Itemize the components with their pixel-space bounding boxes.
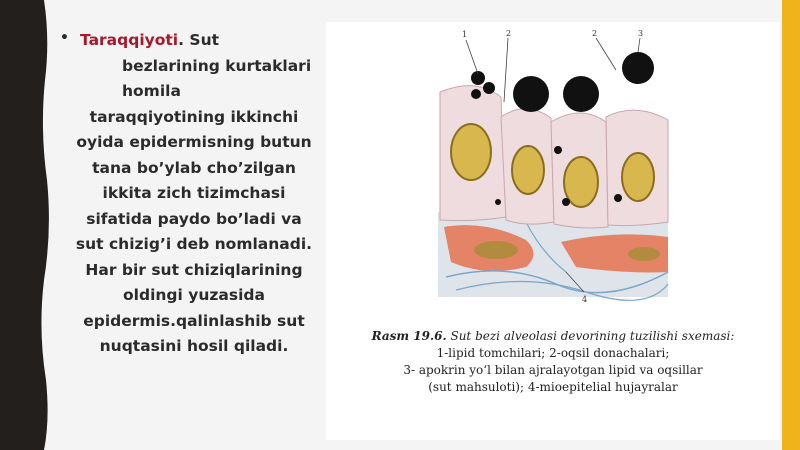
label-1: 1 [462,30,468,39]
text-line: nuqtasini hosil qiladi. [99,337,289,355]
text-line: Har bir sut chiziqlarining [85,260,303,279]
bullet-icon: • [60,30,69,46]
text-line: tana bo’ylab cho’zilgan [92,158,296,177]
text-line: epidermis.qalinlashib sut [83,311,305,330]
text-line-1 [58,28,330,54]
label-3: 3 [638,29,644,38]
text-line: taraqqiyotining ikkinchi [89,107,299,126]
term-highlight: Taraqqiyoti [80,31,179,49]
caption-description: Sut bezi alveolasi devorining tuzilishi sxemasi: [450,329,735,343]
right-accent-strip [782,0,800,450]
text-line: sut chizig’i deb nomlanadi. [75,235,313,253]
text-line: homila [122,82,181,100]
lipid-droplet [563,76,599,112]
strip-edge-shape [0,0,52,450]
label-4: 4 [582,295,588,304]
nucleus [451,124,491,180]
text-line: bezlarining kurtaklari [122,56,312,75]
text-line: oyida epidermisning butun [76,133,312,151]
nucleus [622,153,654,201]
label-2b: 2 [592,29,598,38]
slide-text [58,28,330,360]
text-line: sifatida paydo bo’ladi va [86,209,302,228]
figure-panel [326,22,780,440]
caption-line: 3- apokrin yo‘l bilan ajralayotgan lipid va oqsillar [403,363,703,377]
lipid-droplet [513,76,549,112]
caption-title: Rasm 19.6. [371,329,447,343]
term-punct: . Sut [178,31,220,49]
nucleus [512,146,544,194]
caption-line: 1-lipid tomchilari; 2-oqsil donachalari; [436,346,670,360]
caption-title-line [326,328,780,345]
text-line: oldingi yuzasida [123,286,265,304]
label-2a: 2 [506,29,512,38]
text-line: ikkita zich tizimchasi [102,184,286,202]
secreted-lipid [622,52,654,84]
figure-caption [326,328,780,396]
alveolus-illustration [326,22,780,322]
left-decorative-strip [0,0,52,450]
caption-line: (sut mahsuloti); 4-mioepitelial hujayralar [428,380,678,394]
